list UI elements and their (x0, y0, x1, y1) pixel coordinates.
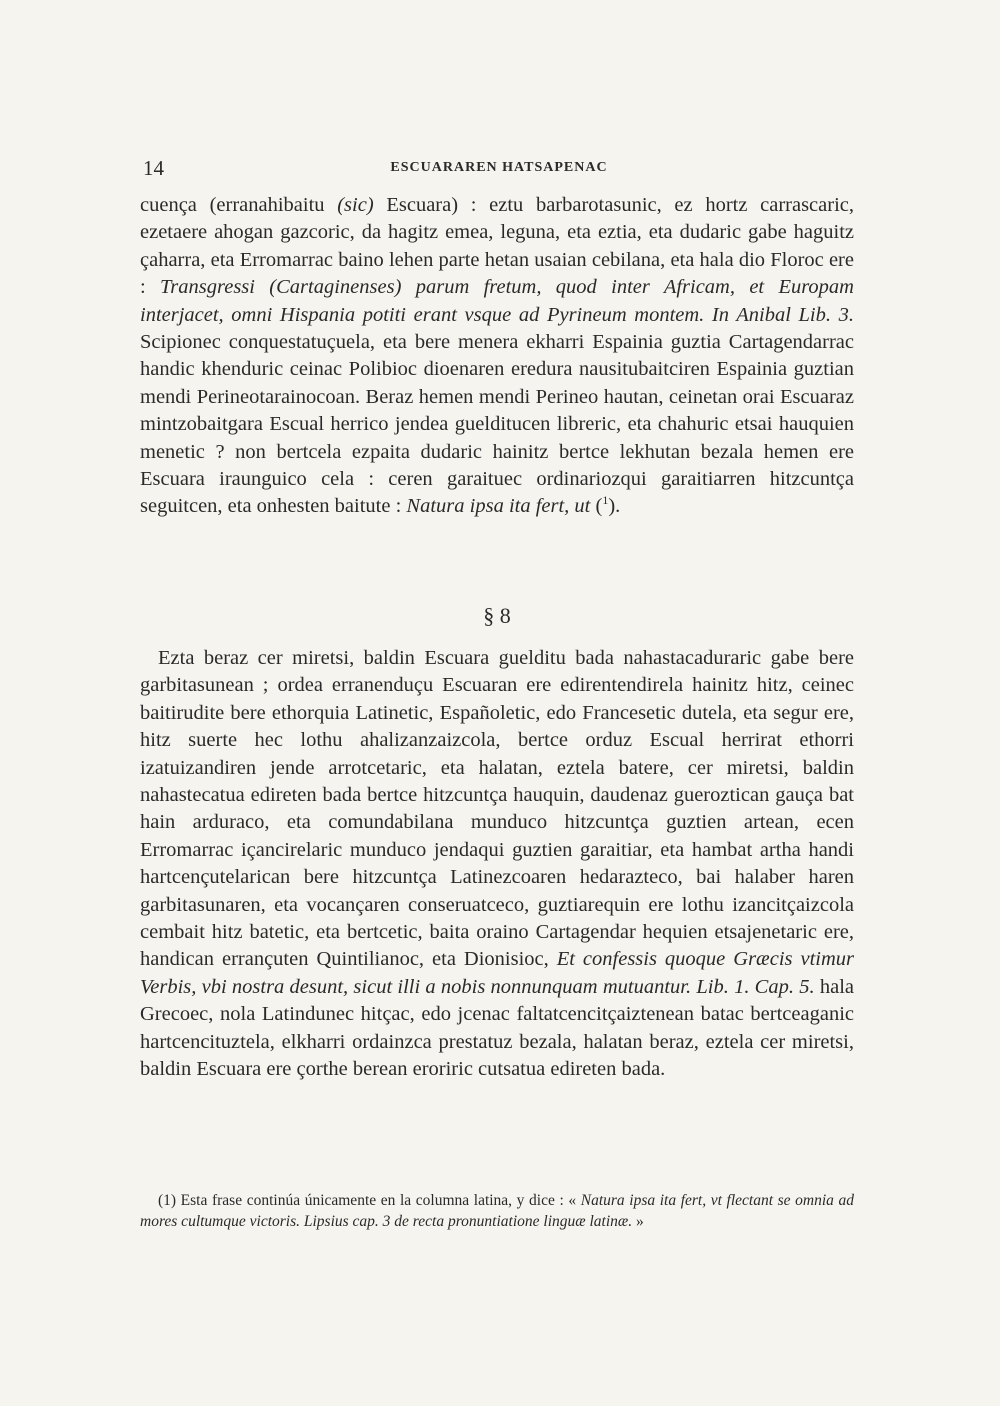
latin-quotation: Et confessis quoque Græcis vtimur Verbis, vbi nostra desunt, sicut illi a nobis nonnunquam mutuantur. Lib. 1. Cap. 5. (140, 948, 854, 998)
text-span: Ezta beraz cer miretsi, baldin Escuara guelditu bada nahastacaduraric gabe bere garbitasunean ; ordea erranenduçu Escuaran ere edirentendirela hainitz hitz, ceinec baitirudite bere ethorquia Latinetic, Españoletic, edo Francesetic dutela, eta segur ere, hitz suerte hec lothu ahalizanzaizcola, bertce orduz Escual herrirat ethorri izatuizandiren jende arrotcetaric, eta halatan, eztela batere, cer miretsi, baldin nahastecatua edireten bada bertce hitzcuntça hauquin, daudenaz gueroztican gauça bat hain arduraco, eta comundabilana munduco hitzcuntça guztien artean, ecen Erromarrac içancirelaric munduco jendaqui guztien garaitiar, eta hambat artha handi hartcençutelarican bere hitzcuntça Latinezcoaren hedarazteco, bai halaber haren garbitasunaren, eta vocançaren conseruatceco, guztiarequin ere lothu izancitçaizcola cembait hitz batetic, eta bertcetic, baita oraino Cartagendar hequien etsajenetaric ere, handican errançuten Quintilianoc, eta Dionisioc, (140, 647, 854, 971)
latin-quotation: Transgressi (Cartaginenses) parum fretum, quod inter Africam, et Europam interjacet, omni Hispania potiti erant vsque ad Pyrineum montem. In Anibal Lib. 3. (140, 276, 854, 326)
paragraph-2 (140, 645, 854, 1084)
text-span: cuença (erranahibaitu (140, 194, 338, 216)
text-span: ). (608, 495, 621, 518)
page-header (143, 156, 855, 182)
text-span: Escuara) : eztu barbarotasunic, ez hortz carrascaric, ezetaere ahogan gazcoric, da hagitz emea, leguna, eta eztia, eta dudaric gabe haguitz çaharra, eta Erromarrac baino lehen parte hetan usaian cebilana, eta hala dio Floroc ere : (140, 194, 854, 299)
italic-span: Natura ipsa ita fert, vt flectant se omnia ad mores cultumque victoris. Lipsius cap. 3 de recta pronuntiatione linguæ latinæ. (140, 1192, 854, 1230)
text-span: ( (590, 495, 603, 518)
paragraph-1 (140, 192, 854, 521)
latin-quotation: Natura ipsa ita fert, ut (406, 495, 591, 518)
italic-span: (sic) (337, 194, 374, 216)
section-heading: § 8 (483, 603, 511, 628)
text-span: » (632, 1213, 644, 1230)
text-span: (1) Esta frase continúa únicamente en la columna latina, y dice : « (158, 1192, 581, 1209)
footnote (140, 1190, 854, 1232)
page-number: 14 (143, 156, 164, 180)
running-head: ESCUARAREN HATSAPENAC (390, 160, 608, 175)
footnote-reference: 1 (602, 493, 609, 508)
text-span: hala Grecoec, nola Latindunec hitçac, edo jcenac faltatcencitçaiztenean batac bertceaganic hartcencituztela, elkharri ordainzca prestatuz bezala, halatan beraz, eztela cer miretsi, baldin Escuara ere çorthe berean eroriric cutsatua edireten bada. (140, 975, 854, 1081)
text-span: Scipionec conquestatuçuela, eta bere menera ekharri Espainia guztia Cartagendarrac handic khenduric ceinac Polibioc dioenaren eredura nausitubaitciren Espainia guztian mendi Perineotarainocoan. Beraz hemen mendi Perineo hautan, ceinetan orai Escuaraz mintzobaitgara Escual herrico jendea guelditucen libreric, eta chahuric etsai hauquien menetic ? non bertcela ezpaita dudaric hainitz bertce lekhutan bezala hemen ere Escuara iraunguico cela : ceren garaituec ordinariozqui garaitiarren hitzcuntça seguitcen, eta onhesten baitute : (140, 331, 854, 518)
